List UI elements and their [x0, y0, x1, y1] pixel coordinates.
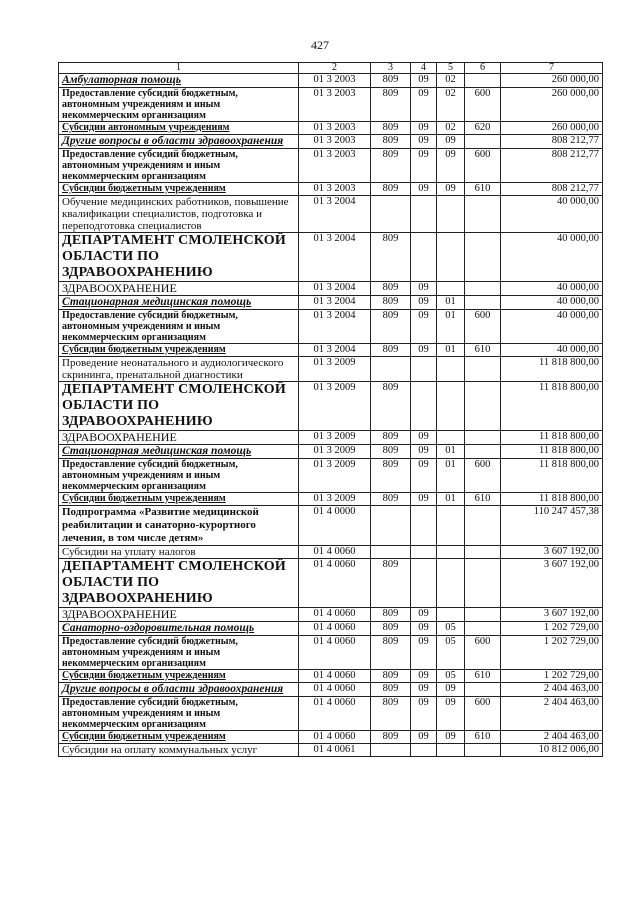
section-code: 09: [411, 135, 437, 149]
amount: 10 812 006,00: [501, 744, 603, 757]
row-name: Предоставление субсидий бюджетным, автономным учреждениям и иным некоммерческим организациям: [59, 697, 299, 731]
table-row: [59, 506, 603, 546]
expense-type-code: 610: [465, 731, 501, 744]
row-name: Предоставление субсидий бюджетным, автономным учреждениям и иным некоммерческим организациям: [59, 310, 299, 344]
section-code: 09: [411, 310, 437, 344]
amount: 260 000,00: [501, 88, 603, 122]
amount: 1 202 729,00: [501, 622, 603, 636]
row-name: Субсидии бюджетным учреждениям: [59, 183, 299, 196]
row-name: ЗДРАВООХРАНЕНИЕ: [59, 282, 299, 296]
row-name: Субсидии бюджетным учреждениям: [59, 493, 299, 506]
amount: 11 818 800,00: [501, 493, 603, 506]
subsection-code: 05: [437, 670, 465, 683]
expense-type-code: 600: [465, 88, 501, 122]
ministry-code: 809: [371, 622, 411, 636]
ministry-code: 809: [371, 493, 411, 506]
expense-type-code: [465, 382, 501, 431]
target-article-code: 01 3 2009: [299, 445, 371, 459]
amount: 260 000,00: [501, 122, 603, 135]
expense-type-code: [465, 357, 501, 382]
expense-type-code: [465, 559, 501, 608]
amount: 11 818 800,00: [501, 459, 603, 493]
target-article-code: 01 3 2003: [299, 122, 371, 135]
table-row: [59, 683, 603, 697]
row-name: Предоставление субсидий бюджетным, автономным учреждениям и иным некоммерческим организациям: [59, 459, 299, 493]
target-article-code: 01 4 0060: [299, 608, 371, 622]
target-article-code: 01 3 2004: [299, 310, 371, 344]
target-article-code: 01 3 2004: [299, 196, 371, 233]
table-row: [59, 310, 603, 344]
section-code: 09: [411, 296, 437, 310]
subsection-code: 01: [437, 493, 465, 506]
subsection-code: [437, 608, 465, 622]
ministry-code: 809: [371, 608, 411, 622]
header-row: [59, 63, 603, 74]
column-header: 7: [501, 63, 603, 74]
row-name: Предоставление субсидий бюджетным, автономным учреждениям и иным некоммерческим организациям: [59, 636, 299, 670]
subsection-code: 09: [437, 731, 465, 744]
amount: 2 404 463,00: [501, 697, 603, 731]
section-code: [411, 233, 437, 282]
row-name: Подпрограмма «Развитие медицинской реабилитации и санаторно-курортного лечения, в том числе детям»: [59, 506, 299, 546]
ministry-code: 809: [371, 459, 411, 493]
table-row: [59, 344, 603, 357]
ministry-code: 809: [371, 382, 411, 431]
amount: 260 000,00: [501, 74, 603, 88]
amount: 808 212,77: [501, 183, 603, 196]
subsection-code: 09: [437, 697, 465, 731]
row-name: Санаторно-оздоровительная помощь: [59, 622, 299, 636]
subsection-code: 02: [437, 88, 465, 122]
subsection-code: 09: [437, 683, 465, 697]
subsection-code: 02: [437, 122, 465, 135]
table-row: [59, 88, 603, 122]
amount: 808 212,77: [501, 135, 603, 149]
column-header: 5: [437, 63, 465, 74]
expense-type-code: 600: [465, 697, 501, 731]
section-code: 09: [411, 622, 437, 636]
subsection-code: [437, 357, 465, 382]
expense-type-code: 610: [465, 344, 501, 357]
subsection-code: 01: [437, 344, 465, 357]
row-name: ЗДРАВООХРАНЕНИЕ: [59, 431, 299, 445]
table-row: [59, 135, 603, 149]
table-row: [59, 731, 603, 744]
ministry-code: 809: [371, 296, 411, 310]
expense-type-code: 600: [465, 310, 501, 344]
table-row: [59, 744, 603, 757]
row-name: Субсидии бюджетным учреждениям: [59, 344, 299, 357]
section-code: 09: [411, 445, 437, 459]
ministry-code: 809: [371, 183, 411, 196]
ministry-code: 809: [371, 683, 411, 697]
table-row: [59, 183, 603, 196]
subsection-code: [437, 559, 465, 608]
row-name: Предоставление субсидий бюджетным, автономным учреждениям и иным некоммерческим организациям: [59, 88, 299, 122]
table-row: [59, 282, 603, 296]
subsection-code: 02: [437, 74, 465, 88]
section-code: 09: [411, 608, 437, 622]
table-row: [59, 233, 603, 282]
row-name: Амбулаторная помощь: [59, 74, 299, 88]
ministry-code: 809: [371, 636, 411, 670]
section-code: 09: [411, 122, 437, 135]
subsection-code: [437, 431, 465, 445]
row-name: Предоставление субсидий бюджетным, автономным учреждениям и иным некоммерческим организациям: [59, 149, 299, 183]
subsection-code: 09: [437, 183, 465, 196]
target-article-code: 01 4 0060: [299, 622, 371, 636]
expense-type-code: [465, 744, 501, 757]
amount: 40 000,00: [501, 344, 603, 357]
amount: 1 202 729,00: [501, 636, 603, 670]
target-article-code: 01 3 2009: [299, 382, 371, 431]
row-name: Стационарная медицинская помощь: [59, 445, 299, 459]
target-article-code: 01 4 0061: [299, 744, 371, 757]
table-row: [59, 382, 603, 431]
subsection-code: [437, 282, 465, 296]
row-name: ДЕПАРТАМЕНТ СМОЛЕНСКОЙ ОБЛАСТИ ПО ЗДРАВООХРАНЕНИЮ: [59, 559, 299, 608]
ministry-code: 809: [371, 344, 411, 357]
ministry-code: [371, 744, 411, 757]
target-article-code: 01 3 2003: [299, 149, 371, 183]
ministry-code: 809: [371, 74, 411, 88]
table-row: [59, 559, 603, 608]
section-code: 09: [411, 493, 437, 506]
table-row: [59, 196, 603, 233]
amount: 40 000,00: [501, 282, 603, 296]
expense-type-code: [465, 135, 501, 149]
expense-type-code: [465, 546, 501, 559]
amount: 11 818 800,00: [501, 357, 603, 382]
row-name: Другие вопросы в области здравоохранения: [59, 135, 299, 149]
subsection-code: [437, 744, 465, 757]
table-row: [59, 122, 603, 135]
expense-type-code: [465, 233, 501, 282]
subsection-code: [437, 546, 465, 559]
expense-type-code: [465, 431, 501, 445]
section-code: 09: [411, 344, 437, 357]
section-code: 09: [411, 88, 437, 122]
expense-type-code: [465, 282, 501, 296]
row-name: Субсидии на оплату коммунальных услуг: [59, 744, 299, 757]
budget-table: [58, 62, 603, 757]
amount: 2 404 463,00: [501, 683, 603, 697]
ministry-code: 809: [371, 559, 411, 608]
ministry-code: 809: [371, 670, 411, 683]
target-article-code: 01 4 0060: [299, 731, 371, 744]
expense-type-code: [465, 608, 501, 622]
table-row: [59, 493, 603, 506]
target-article-code: 01 3 2009: [299, 493, 371, 506]
subsection-code: 05: [437, 636, 465, 670]
table-row: [59, 296, 603, 310]
ministry-code: 809: [371, 122, 411, 135]
section-code: 09: [411, 697, 437, 731]
section-code: [411, 382, 437, 431]
expense-type-code: [465, 196, 501, 233]
target-article-code: 01 4 0060: [299, 559, 371, 608]
amount: 110 247 457,38: [501, 506, 603, 546]
table-row: [59, 459, 603, 493]
amount: 40 000,00: [501, 233, 603, 282]
amount: 40 000,00: [501, 310, 603, 344]
section-code: [411, 506, 437, 546]
column-header: 2: [299, 63, 371, 74]
column-header: 1: [59, 63, 299, 74]
expense-type-code: 600: [465, 459, 501, 493]
target-article-code: 01 3 2009: [299, 431, 371, 445]
expense-type-code: 620: [465, 122, 501, 135]
row-name: Субсидии на уплату налогов: [59, 546, 299, 559]
page-number: 427: [311, 38, 329, 52]
ministry-code: 809: [371, 135, 411, 149]
column-header: 6: [465, 63, 501, 74]
amount: 3 607 192,00: [501, 608, 603, 622]
ministry-code: [371, 357, 411, 382]
subsection-code: 01: [437, 310, 465, 344]
target-article-code: 01 4 0060: [299, 683, 371, 697]
amount: 40 000,00: [501, 296, 603, 310]
section-code: 09: [411, 149, 437, 183]
section-code: 09: [411, 74, 437, 88]
table-row: [59, 149, 603, 183]
ministry-code: [371, 546, 411, 559]
section-code: [411, 744, 437, 757]
expense-type-code: [465, 506, 501, 546]
row-name: Обучение медицинских работников, повышение квалификации специалистов, подготовка и переподготовка специалистов: [59, 196, 299, 233]
section-code: [411, 559, 437, 608]
section-code: 09: [411, 183, 437, 196]
target-article-code: 01 3 2003: [299, 183, 371, 196]
section-code: [411, 196, 437, 233]
subsection-code: 05: [437, 622, 465, 636]
section-code: 09: [411, 636, 437, 670]
row-name: Субсидии бюджетным учреждениям: [59, 731, 299, 744]
amount: 808 212,77: [501, 149, 603, 183]
subsection-code: [437, 196, 465, 233]
section-code: 09: [411, 459, 437, 493]
ministry-code: 809: [371, 431, 411, 445]
table-row: [59, 357, 603, 382]
row-name: Субсидии автономным учреждениям: [59, 122, 299, 135]
amount: 2 404 463,00: [501, 731, 603, 744]
target-article-code: 01 3 2004: [299, 344, 371, 357]
row-name: Другие вопросы в области здравоохранения: [59, 683, 299, 697]
column-header: 4: [411, 63, 437, 74]
row-name: ДЕПАРТАМЕНТ СМОЛЕНСКОЙ ОБЛАСТИ ПО ЗДРАВООХРАНЕНИЮ: [59, 382, 299, 431]
section-code: 09: [411, 431, 437, 445]
ministry-code: 809: [371, 445, 411, 459]
table-row: [59, 431, 603, 445]
subsection-code: 01: [437, 445, 465, 459]
table-row: [59, 546, 603, 559]
subsection-code: 01: [437, 459, 465, 493]
row-name: Проведение неонатального и аудиологического скрининга, пренатальной диагностики: [59, 357, 299, 382]
subsection-code: 09: [437, 149, 465, 183]
target-article-code: 01 4 0060: [299, 636, 371, 670]
column-header: 3: [371, 63, 411, 74]
expense-type-code: 610: [465, 670, 501, 683]
expense-type-code: [465, 683, 501, 697]
expense-type-code: 600: [465, 636, 501, 670]
table-row: [59, 74, 603, 88]
expense-type-code: [465, 74, 501, 88]
target-article-code: 01 4 0060: [299, 697, 371, 731]
table-row: [59, 697, 603, 731]
section-code: 09: [411, 731, 437, 744]
ministry-code: 809: [371, 282, 411, 296]
amount: 11 818 800,00: [501, 445, 603, 459]
ministry-code: 809: [371, 88, 411, 122]
table-row: [59, 636, 603, 670]
amount: 11 818 800,00: [501, 382, 603, 431]
section-code: [411, 546, 437, 559]
section-code: 09: [411, 683, 437, 697]
ministry-code: 809: [371, 149, 411, 183]
target-article-code: 01 4 0060: [299, 670, 371, 683]
ministry-code: [371, 196, 411, 233]
subsection-code: 09: [437, 135, 465, 149]
target-article-code: 01 3 2004: [299, 282, 371, 296]
target-article-code: 01 3 2004: [299, 296, 371, 310]
row-name: ДЕПАРТАМЕНТ СМОЛЕНСКОЙ ОБЛАСТИ ПО ЗДРАВООХРАНЕНИЮ: [59, 233, 299, 282]
expense-type-code: 610: [465, 493, 501, 506]
target-article-code: 01 3 2003: [299, 74, 371, 88]
target-article-code: 01 3 2009: [299, 459, 371, 493]
subsection-code: 01: [437, 296, 465, 310]
target-article-code: 01 3 2009: [299, 357, 371, 382]
target-article-code: 01 3 2004: [299, 233, 371, 282]
ministry-code: 809: [371, 233, 411, 282]
expense-type-code: 600: [465, 149, 501, 183]
target-article-code: 01 4 0000: [299, 506, 371, 546]
expense-type-code: [465, 622, 501, 636]
amount: 40 000,00: [501, 196, 603, 233]
subsection-code: [437, 233, 465, 282]
table-row: [59, 445, 603, 459]
subsection-code: [437, 382, 465, 431]
ministry-code: 809: [371, 697, 411, 731]
subsection-code: [437, 506, 465, 546]
amount: 1 202 729,00: [501, 670, 603, 683]
expense-type-code: [465, 445, 501, 459]
row-name: Субсидии бюджетным учреждениям: [59, 670, 299, 683]
table-row: [59, 608, 603, 622]
row-name: ЗДРАВООХРАНЕНИЕ: [59, 608, 299, 622]
amount: 3 607 192,00: [501, 559, 603, 608]
row-name: Стационарная медицинская помощь: [59, 296, 299, 310]
section-code: 09: [411, 670, 437, 683]
ministry-code: 809: [371, 310, 411, 344]
section-code: [411, 357, 437, 382]
section-code: 09: [411, 282, 437, 296]
expense-type-code: 610: [465, 183, 501, 196]
ministry-code: [371, 506, 411, 546]
target-article-code: 01 4 0060: [299, 546, 371, 559]
target-article-code: 01 3 2003: [299, 88, 371, 122]
ministry-code: 809: [371, 731, 411, 744]
expense-type-code: [465, 296, 501, 310]
amount: 3 607 192,00: [501, 546, 603, 559]
table-row: [59, 670, 603, 683]
target-article-code: 01 3 2003: [299, 135, 371, 149]
amount: 11 818 800,00: [501, 431, 603, 445]
table-row: [59, 622, 603, 636]
